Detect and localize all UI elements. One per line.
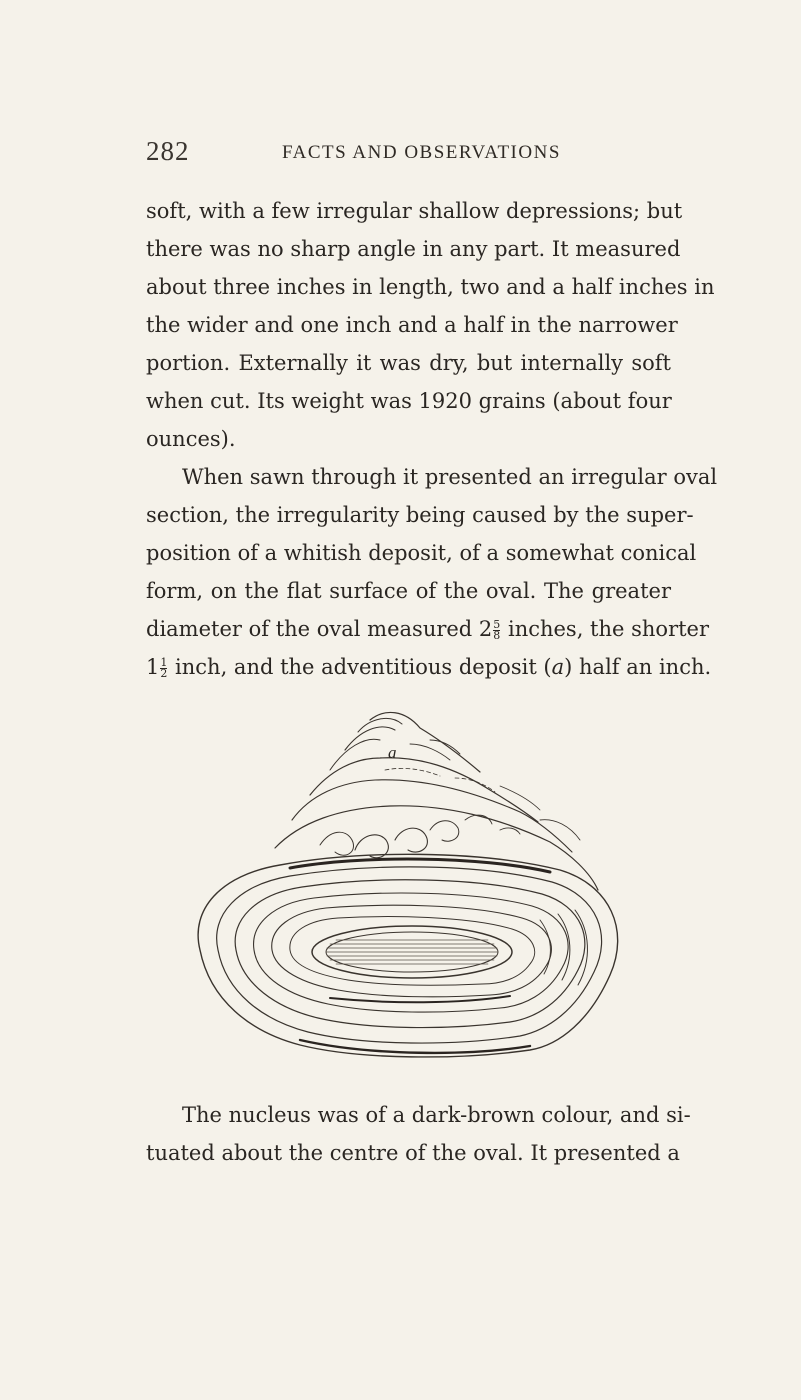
- running-head: FACTS AND OBSERVATIONS: [282, 142, 561, 163]
- text-line-shorter: [146, 648, 712, 686]
- italic-label: a: [551, 655, 565, 679]
- text-line: there was no sharp angle in any part. It measured: [146, 237, 681, 261]
- text-fragment: inch, and the adventitious deposit (: [168, 655, 552, 679]
- text-line: form, on the flat surface of the oval. The greater: [146, 579, 671, 603]
- text-line: When sawn through it presented an irregular oval: [182, 465, 718, 489]
- text-line: position of a whitish deposit, of a somewhat conical: [146, 541, 697, 565]
- page-number: 282: [146, 136, 190, 166]
- text-line: tuated about the centre of the oval. It presented a: [146, 1141, 680, 1165]
- fraction: [493, 620, 500, 641]
- calculus-section-illustration: [180, 700, 620, 1080]
- figure-label-a: a: [388, 743, 397, 762]
- text-line: section, the irregularity being caused by the super-: [146, 503, 694, 527]
- text-line: ounces).: [146, 427, 236, 451]
- text-line-diameter: [146, 610, 710, 648]
- text-fragment: ) half an inch.: [564, 655, 712, 679]
- text-line: The nucleus was of a dark-brown colour, and si-: [182, 1103, 691, 1127]
- paragraph-section: [146, 458, 718, 686]
- fraction-denominator: 8: [493, 629, 501, 642]
- text-fragment: inches, the shorter: [501, 617, 710, 641]
- text-line: when cut. Its weight was 1920 grains (about four: [146, 389, 672, 413]
- paragraph-nucleus: [146, 1096, 691, 1172]
- paragraph-description: [146, 192, 715, 458]
- page-header: [146, 136, 646, 172]
- text-fragment: 1: [146, 655, 160, 679]
- text-line: the wider and one inch and a half in the narrower: [146, 313, 678, 337]
- text-line: about three inches in length, two and a half inches in: [146, 275, 715, 299]
- fraction-denominator: 2: [160, 667, 168, 680]
- fraction-numerator: 1: [160, 656, 168, 669]
- fraction: [160, 658, 167, 679]
- illustration-svg: [180, 700, 620, 1080]
- text-line: soft, with a few irregular shallow depressions; but: [146, 199, 683, 223]
- fraction-numerator: 5: [493, 618, 501, 631]
- text-line: portion. Externally it was dry, but internally soft: [146, 351, 671, 375]
- text-fragment: diameter of the oval measured 2: [146, 617, 493, 641]
